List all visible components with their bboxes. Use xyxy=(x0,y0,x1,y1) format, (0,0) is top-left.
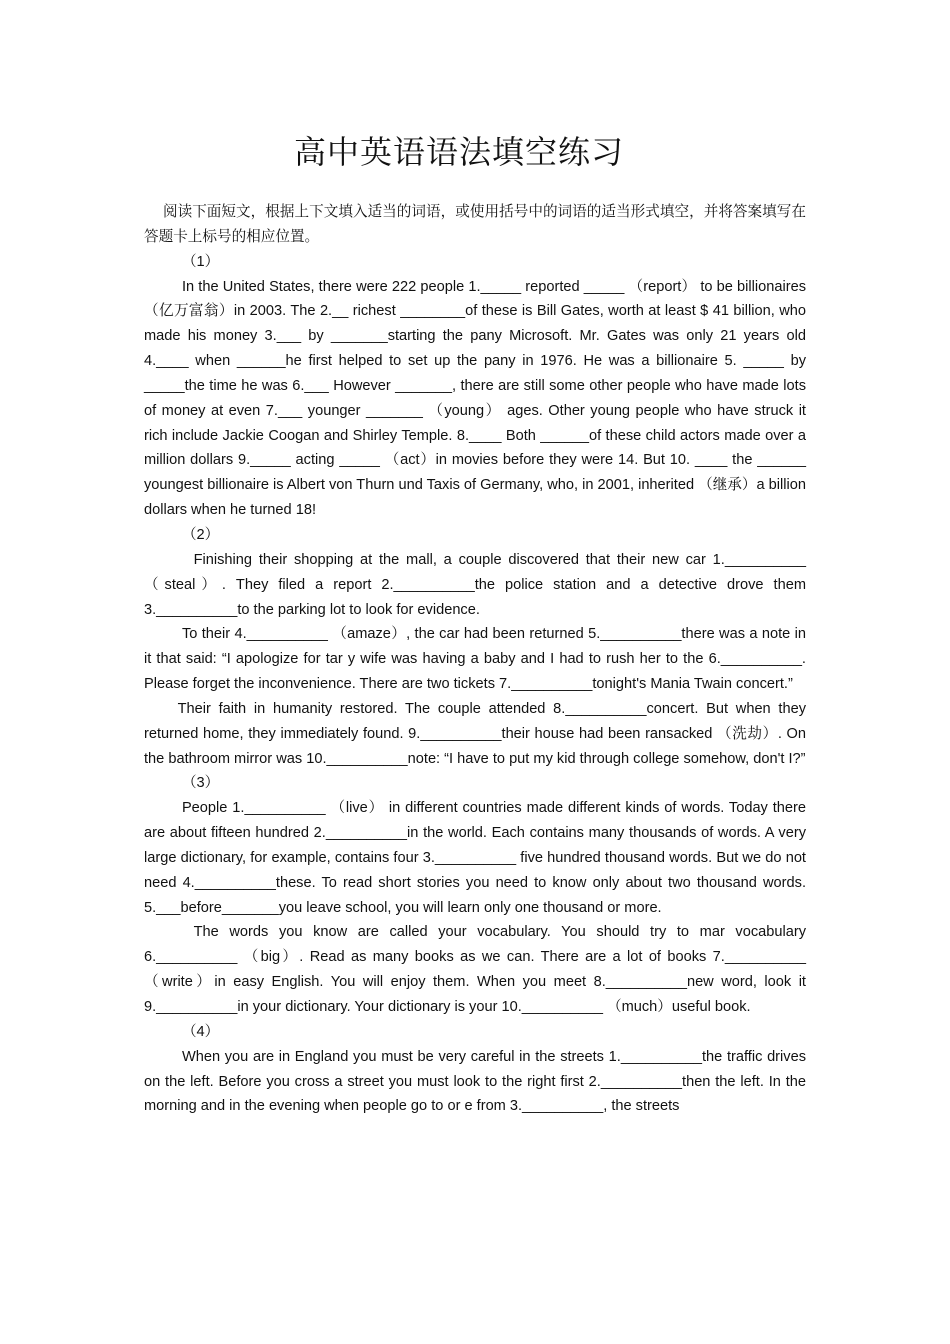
passage-4-paragraph-1: When you are in England you must be very careful in the streets 1.__________the traffic drives on the left. Before you cross a street you must look to the right first 2.__________then the left. In the morning and in the evening when people go to or e from 3.__________, the streets xyxy=(144,1048,806,1115)
passage-2-paragraph-2: To their 4.__________ （amaze）, the car had been returned 5.__________there was a note in it that said: “I apologize for tar y wife was having a baby and I had to rush her to the 6.__________. Please forget the inconvenience. There are two tickets 7.__________tonight's Mania Twain concert.” xyxy=(144,626,806,693)
page-title: 高中英语语法填空练习 xyxy=(293,133,624,171)
passage-3-paragraph-1: People 1.__________ （live） in different countries made different kinds of words. Today there are about fifteen hundred 2.__________in the world. Each contains many thousands of words. A very large dictionary, for example, contains four 3.__________ five hundred thousand words. But we do not need 4.__________these. To read short stories you need to know only about two thousand words. 5.___before_______you leave school, you will learn only one thousand or more. xyxy=(144,800,806,916)
passage-1-paragraph-1: In the United States, there were 222 people 1._____ reported _____ （report） to be billionaires（亿万富翁）in 2003. The 2.__ richest ________of these is Bill Gates, worth at least $ 41 billion, who made his money 3.___ by _______starting the pany Microsoft. Mr. Gates was only 21 years old 4.____ when ______he first helped to set up the pany in 1976. He was a billionaire 5. _____ by _____the time he was 6.___ However _______, there are still some other people who have made lots of money at even 7.___ younger _______ （young） ages. Other young people who have struck it rich include Jackie Coogan and Shirley Temple. 8.____ Both ______of these child actors made over a million dollars 9._____ acting _____ （act）in movies before they were 14. But 10. ____ the ______ youngest billionaire is Albert von Thurn und Taxis of Germany, who, in 2001, inherited （继承）a billion dollars when he turned 18! xyxy=(144,278,806,519)
passage-2-paragraph-3: Their faith in humanity restored. The couple attended 8.__________concert. But when they returned home, they immediately found. 9.__________their house had been ransacked （洗劫）. On the bathroom mirror was 10.__________note: “I have to put my kid through college somehow, don't I?” xyxy=(144,700,806,767)
passage-3-paragraph-2: The words you know are called your vocabulary. You should try to mar vocabulary 6.__________ （big）. Read as many books as we can. There are a lot of books 7.__________ （write）in easy English. You will enjoy them. When you meet 8.__________new word, look it 9.__________in your dictionary. Your dictionary is your 10.__________ （much）useful book. xyxy=(144,924,806,1015)
document-body xyxy=(144,200,806,1119)
passage-label-1: （1） xyxy=(181,253,220,270)
passage-2-paragraph-1: Finishing their shopping at the mall, a couple discovered that their new car 1.__________ （steal）. They filed a report 2.__________the police station and a detective drove them 3.__________to the parking lot to look for evidence. xyxy=(144,551,806,618)
passage-label-4: （4） xyxy=(181,1023,220,1040)
passage-label-2: （2） xyxy=(181,526,220,543)
passage-label-3: （3） xyxy=(181,775,220,792)
instructions: 阅读下面短文，根据上下文填入适当的词语，或使用括号中的词语的适当形式填空，并将答案填写在答题卡上标号的相应位置。 xyxy=(144,204,806,245)
